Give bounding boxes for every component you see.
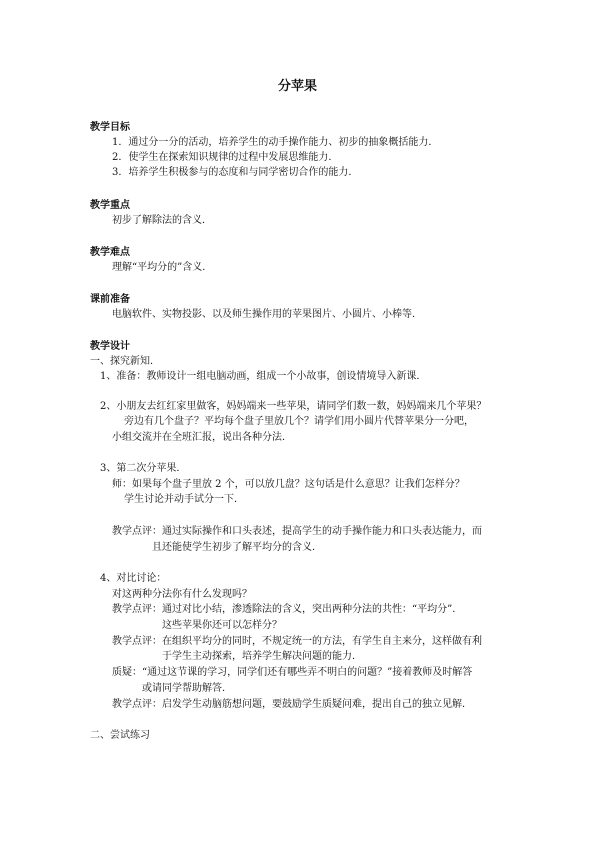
question-line-2: 或请同学帮助解答．	[142, 683, 232, 694]
step-4-line-2: 对这两种分法你有什么发现吗？	[112, 589, 252, 600]
prep-heading: 课前准备	[90, 294, 130, 305]
prep-text: 电脑软件、实物投影、以及师生操作用的苹果图片、小圆片、小棒等．	[112, 309, 422, 320]
design-heading: 教学设计	[90, 341, 130, 352]
comment-1-line-2: 且还能使学生初步了解平均分的含义．	[152, 542, 322, 553]
step-3-line-2: 师：如果每个盘子里放 2 个，可以放几盘？这句话是什么意思？让我们怎样分？	[112, 479, 465, 490]
design-part-1: 一、探究新知．	[90, 356, 160, 367]
goal-item-3: 3．培养学生积极参与的态度和与同学密切合作的能力．	[112, 167, 359, 178]
step-4-line-1: 4、对比讨论：	[100, 573, 167, 584]
page-title: 分苹果	[277, 79, 317, 94]
difficulty-text: 理解“平均分的”含义．	[112, 262, 213, 273]
key-heading: 教学重点	[90, 200, 130, 211]
step-3-line-3: 学生讨论并动手试分一下．	[124, 494, 244, 505]
step-3-line-1: 3、第二次分苹果．	[100, 463, 187, 474]
goals-heading: 教学目标	[90, 122, 130, 133]
difficulty-heading: 教学难点	[90, 247, 130, 258]
design-part-2: 二、尝试练习	[90, 730, 150, 741]
comment-4: 教学点评：启发学生动脑筋想问题，要鼓励学生质疑问难，提出自己的独立见解．	[112, 699, 472, 710]
comment-3-line-1: 教学点评：在组织平均分的同时，不规定统一的方法，有学生自主来分，这样做有利	[112, 636, 482, 647]
step-2-line-1: 2、小朋友去红红家里做客，妈妈端来一些苹果，请同学们数一数，妈妈端来几个苹果？	[100, 401, 487, 412]
goal-item-2: 2．使学生在探索知识规律的过程中发展思维能力．	[112, 152, 339, 163]
key-text: 初步了解除法的含义．	[112, 215, 212, 226]
comment-1-line-1: 教学点评：通过实际操作和口头表述，提高学生的动手操作能力和口头表达能力，而	[112, 526, 482, 537]
comment-2-line-1: 教学点评：通过对比小结，渗透除法的含义，突出两种分法的共性：“平均分”．	[112, 604, 463, 615]
step-2-line-2: 旁边有几个盘子？平均每个盘子里放几个？请学们用小圆片代替苹果分一分吧，	[124, 416, 474, 427]
goal-item-1: 1．通过分一分的活动，培养学生的动手操作能力、初步的抽象概括能力．	[112, 137, 439, 148]
comment-3-line-2: 于学生主动探索，培养学生解决问题的能力．	[162, 651, 362, 662]
comment-2-line-2: 这些苹果你还可以怎样分？	[162, 620, 282, 631]
question-line-1: 质疑：“通过这节课的学习，同学们还有哪些弄不明白的问题？”接着教师及时解答	[112, 667, 473, 678]
step-2-line-3: 小组交流并在全班汇报，说出各种分法．	[112, 432, 292, 443]
step-1: 1、准备：教师设计一组电脑动画，组成一个小故事，创设情境导入新课．	[100, 371, 427, 382]
